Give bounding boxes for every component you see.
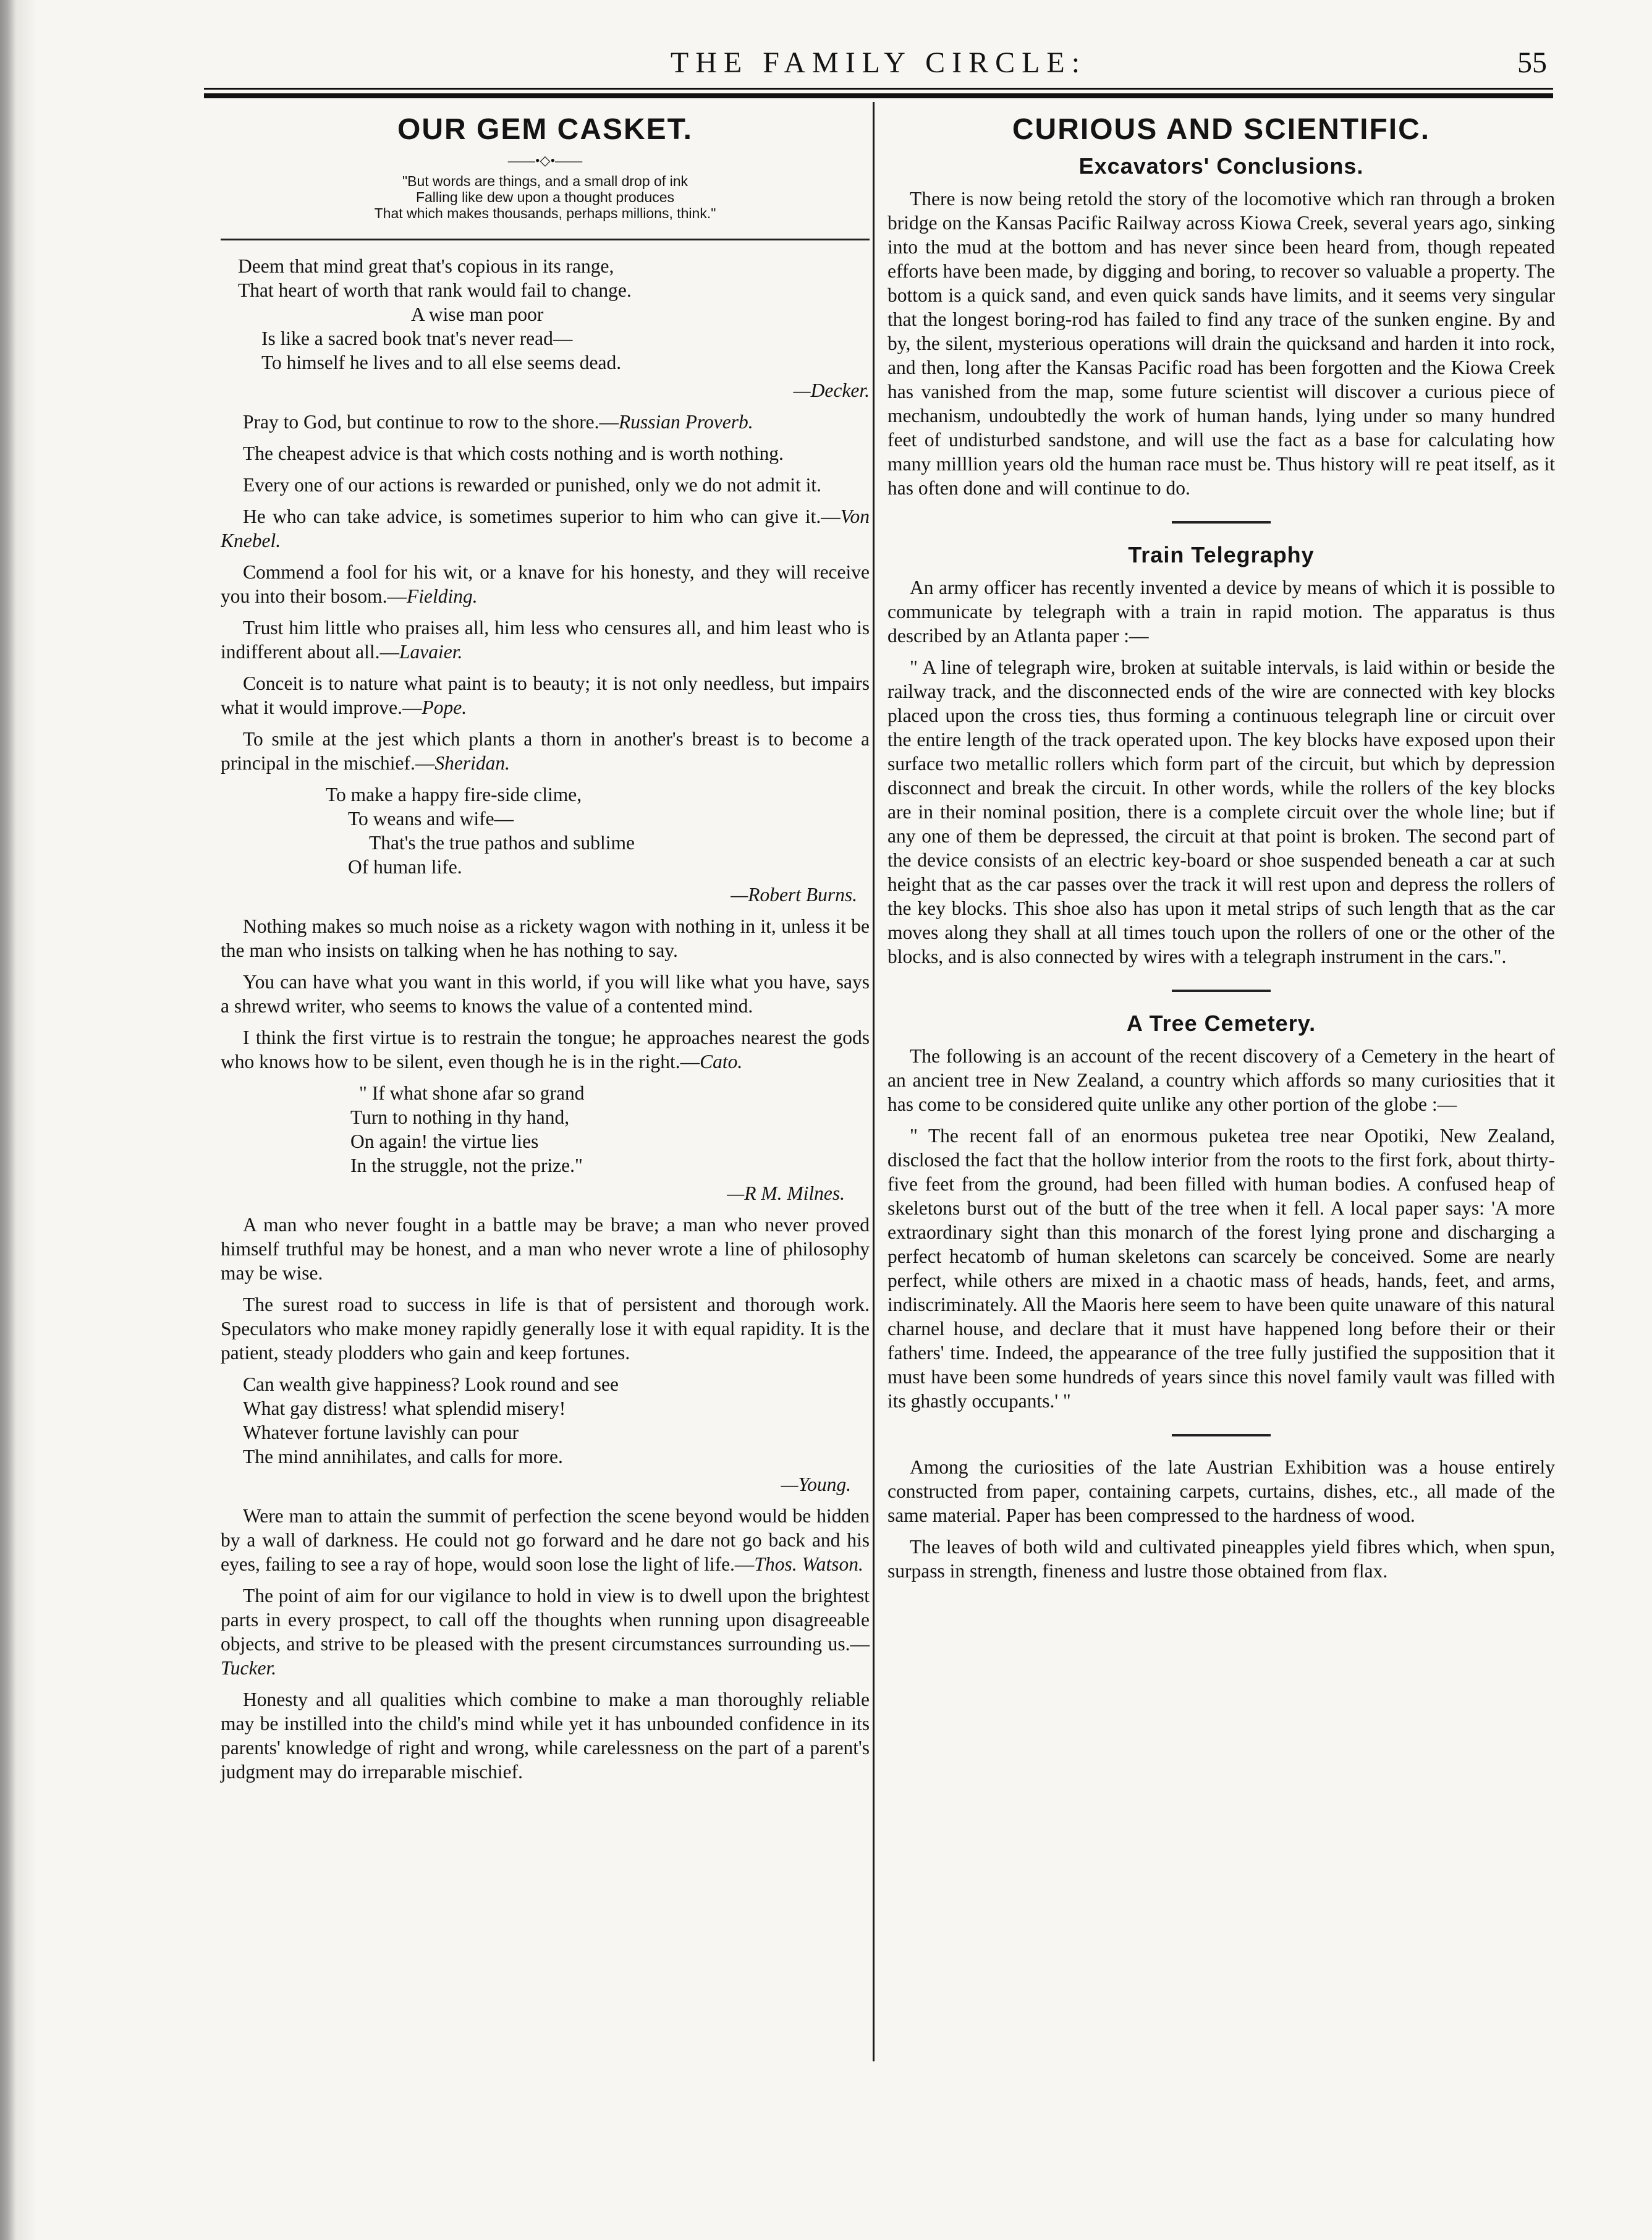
left-column <box>221 112 870 2053</box>
article-paragraph: " The recent fall of an enormous puketea tree near Opotiki, New Zealand, disclosed the fact that the hollow interior from the roots to the first fork, about thirty-five feet from the ground, had been filled with human bodies. A confused heap of skeletons burst out of the butt of the tree when it fell. A local paper says: 'A more extraordinary sight than this monarch of the forest lying prone and discharging a perfect hecatomb of human skeletons can scarcely be conceived. Some are nearly perfect, while others are mixed in a chaotic mass of heads, hands, feet, and arms, indiscriminately. All the Maoris here seem to have been quite unaware of this natural charnel house, and declare that it must have happened long before their or their fathers' time. Indeed, the appearance of the tree fully justified the supposition that it must have been some hundreds of years since this novel family vault was filled with its ghastly occupants.' " <box>887 1125 1555 1412</box>
verse-line: On again! the virtue lies <box>350 1131 539 1152</box>
quote-paragraph <box>221 616 870 664</box>
quote-source: Pope. <box>421 697 467 718</box>
column-divider <box>873 102 875 2061</box>
attribution: —R M. Milnes. <box>727 1182 845 1204</box>
page-number: 55 <box>1517 46 1547 79</box>
article-paragraph: Among the curiosities of the late Austrian Exhibition was a house entirely constructed from paper, containing carpets, curtains, dishes, etc., all made of the same material. Paper has been compressed to the hardness of wood. <box>887 1456 1555 1526</box>
ornament: ——•◇•—— <box>507 153 583 168</box>
verse-line: Deem that mind great that's copious in its range, <box>238 255 614 277</box>
quote-paragraph <box>221 1584 870 1680</box>
quote-paragraph <box>221 560 870 608</box>
verse-line: What gay distress! what splendid misery! <box>243 1398 566 1419</box>
running-title: THE FAMILY CIRCLE: <box>670 46 1087 79</box>
verse-line: Turn to nothing in thy hand, <box>350 1106 570 1128</box>
epigraph <box>221 173 870 221</box>
verse-line: To make a happy fire-side clime, <box>326 784 582 805</box>
right-column <box>887 112 1555 2053</box>
quote-source: Sheridan. <box>434 752 510 774</box>
quote-paragraph <box>221 410 870 434</box>
running-head <box>204 41 1553 90</box>
verse-line: The mind annihilates, and calls for more. <box>243 1446 563 1467</box>
quote-text: The point of aim for our vigilance to hold in view is to dwell upon the brightest parts in every prospect, to call off the thoughts when running upon disagreeable objects, and strive to be pleased with the present circumstances surrounding us.— <box>221 1585 870 1655</box>
quote-text: Were man to attain the summit of perfection the scene beyond would be hidden by a wall of darkness. He could not go forward and he dare not go back and his eyes, failing to see a ray of hope, would soon lose the light of life.— <box>221 1505 870 1575</box>
quote-source: Thos. Watson. <box>754 1553 863 1575</box>
verse-line: Of human life. <box>348 856 462 878</box>
epigraph-line: Falling like dew upon a thought produces <box>415 189 675 205</box>
quote-text: To smile at the jest which plants a thorn in another's breast is to become a principal in the mischief.— <box>221 728 870 774</box>
quote-paragraph: You can have what you want in this world, if you will like what you have, says a shrewd writer, who seems to knows the value of a contented mind. <box>221 971 870 1017</box>
verse-line: To weans and wife— <box>348 808 514 829</box>
quote-text: Pray to God, but continue to row to the shore.— <box>243 411 619 433</box>
article-title: A Tree Cemetery. <box>1126 1011 1316 1036</box>
verse-decker <box>221 254 870 375</box>
verse-milnes <box>221 1081 870 1177</box>
verse-line: That heart of worth that rank would fail to change. <box>238 279 632 301</box>
verse-line: That's the true pathos and sublime <box>369 832 635 854</box>
quote-source: Fielding. <box>407 585 478 607</box>
quote-paragraph: Honesty and all qualities which combine to make a man thoroughly reliable may be instilled into the child's mind while yet it has unbounded confidence in its parents' knowledge of right and wrong, while carelessness on the part of a parent's judgment may do irreparable mischief. <box>221 1689 870 1783</box>
quote-source: Russian Proverb. <box>619 411 753 433</box>
section-heading-gem-casket: OUR GEM CASKET. <box>397 113 693 146</box>
quote-text: I think the first virtue is to restrain the tongue; he approaches nearest the gods who knows how to be silent, even though he is in the right.— <box>221 1027 870 1072</box>
verse-line: In the struggle, not the prize." <box>350 1155 583 1176</box>
article-paragraph: There is now being retold the story of the locomotive which ran through a broken bridge on the Kansas Pacific Railway across Kiowa Creek, several years ago, sinking into the mud at the bottom and has never since been heard from, though repeated efforts have been made, by digging and boring, to recover so valuable a property. The bottom is a quick sand, and even quick sands have limits, and it seems very singular that the longest boring-rod has failed to find any trace of the sunken engine. By and by, the silent, mysterious operations will drain the quicksand and harden it into rock, and then, long after the Kansas Pacific road has been forgotten and the Kiowa Creek has vanished from the map, some future scientist will discover a curious piece of mechanism, undoubtedly the work of human hands, lying under so many hundred feet of undisturbed sandstone, and will use the fact as a base for calculating how many milllion years old the human race must be. Thus history will re peat itself, as it has often done and will continue to do. <box>887 188 1555 499</box>
quote-text: Commend a fool for his wit, or a knave for his honesty, and they will receive you into their bosom.— <box>221 561 870 607</box>
verse-young <box>221 1372 870 1469</box>
quote-text: Conceit is to nature what paint is to beauty; it is not only needless, but impairs what it would improve.— <box>221 672 870 718</box>
verse-line: A wise man poor <box>411 303 544 325</box>
quote-text: Trust him little who praises all, him less who censures all, and him least who is indifferent about all.— <box>221 617 870 663</box>
article-separator <box>1172 521 1271 524</box>
verse-burns <box>221 783 870 879</box>
attribution: —Decker. <box>793 380 870 401</box>
attribution: —Robert Burns. <box>731 884 857 906</box>
article-paragraph: " A line of telegraph wire, broken at suitable intervals, is laid within or beside the railway track, and the disconnected ends of the wire are connected with key blocks placed upon the cross ties, thus forming a continuous telegraph line or circuit over the entire length of the track operated upon. The key blocks have exposed upon their surface two metallic rollers which form part of the circuit, but which by depression disconnect and break the circuit. In other words, while the rollers of the key blocks are in their nominal position, there is a complete circuit over the whole line; but if any one of them be depressed, the circuit at that point is broken. The second part of the device consists of an electric key-board or shoe suspended beneath a car at such height that as the car passes over the track it will rest upon and depress the rollers of the key blocks. This shoe also has upon it metal strips of such length that as the car moves along they shall at all times touch upon the rollers of one or the other of the blocks, and is also connected by wires with a telegraph instrument in the cars.". <box>887 656 1555 967</box>
quote-paragraph: The surest road to success in life is that of persistent and thorough work. Speculators who make money rapidly generally lose it with equal rapidity. It is the patient, steady plodders who gain and keep fortunes. <box>221 1294 870 1364</box>
epigraph-line: That which makes thousands, perhaps millions, think." <box>374 205 716 221</box>
quote-paragraph <box>221 1504 870 1576</box>
article-separator <box>1172 990 1271 992</box>
header-rule-thick <box>204 93 1553 98</box>
verse-line: Whatever fortune lavishly can pour <box>243 1422 519 1443</box>
quote-paragraph <box>221 504 870 553</box>
epigraph-line: "But words are things, and a small drop of ink <box>402 173 688 189</box>
article-paragraph: The leaves of both wild and cultivated pineapples yield fibres which, when spun, surpass in strength, fineness and lustre those obtained from flax. <box>887 1536 1555 1582</box>
attribution: —Young. <box>781 1474 851 1495</box>
quote-source: Von Knebel. <box>221 506 870 551</box>
quote-paragraph <box>221 727 870 775</box>
article-title: Excavators' Conclusions. <box>1078 153 1364 179</box>
quote-source: Cato. <box>700 1051 743 1072</box>
quote-source: Tucker. <box>221 1657 277 1679</box>
quote-paragraph <box>221 1025 870 1074</box>
section-heading-curious-scientific: CURIOUS AND SCIENTIFIC. <box>1012 113 1431 146</box>
quote-source: Lavaier. <box>399 641 463 663</box>
verse-line: Can wealth give happiness? Look round and see <box>243 1373 619 1395</box>
scan-edge-shadow <box>0 0 43 2240</box>
article-paragraph: The following is an account of the recent discovery of a Cemetery in the heart of an ancient tree in New Zealand, a country which affords so many curiosities that it has come to be considered quite unlike any other portion of the globe :— <box>887 1045 1555 1115</box>
quote-paragraph: Every one of our actions is rewarded or punished, only we do not admit it. <box>243 474 822 496</box>
quote-text: He who can take advice, is sometimes superior to him who can give it.— <box>243 506 841 527</box>
epigraph-rule <box>221 239 870 240</box>
quote-paragraph: The cheapest advice is that which costs nothing and is worth nothing. <box>243 443 784 464</box>
quote-paragraph <box>221 671 870 719</box>
article-title: Train Telegraphy <box>1128 542 1315 567</box>
header-rule-thin <box>204 88 1553 90</box>
verse-line: Is like a sacred book tnat's never read— <box>261 328 573 349</box>
verse-line: " If what shone afar so grand <box>359 1082 585 1104</box>
article-separator <box>1172 1434 1271 1436</box>
article-paragraph: An army officer has recently invented a device by means of which it is possible to communicate by telegraph with a train in rapid motion. The apparatus is thus described by an Atlanta paper :— <box>887 577 1555 647</box>
verse-line: To himself he lives and to all else seems dead. <box>261 352 622 373</box>
quote-paragraph: Nothing makes so much noise as a rickety wagon with nothing in it, unless it be the man who insists on talking when he has nothing to say. <box>221 915 870 961</box>
quote-paragraph: A man who never fought in a battle may be brave; a man who never proved himself truthful may be honest, and a man who never wrote a line of philosophy may be wise. <box>221 1214 870 1284</box>
